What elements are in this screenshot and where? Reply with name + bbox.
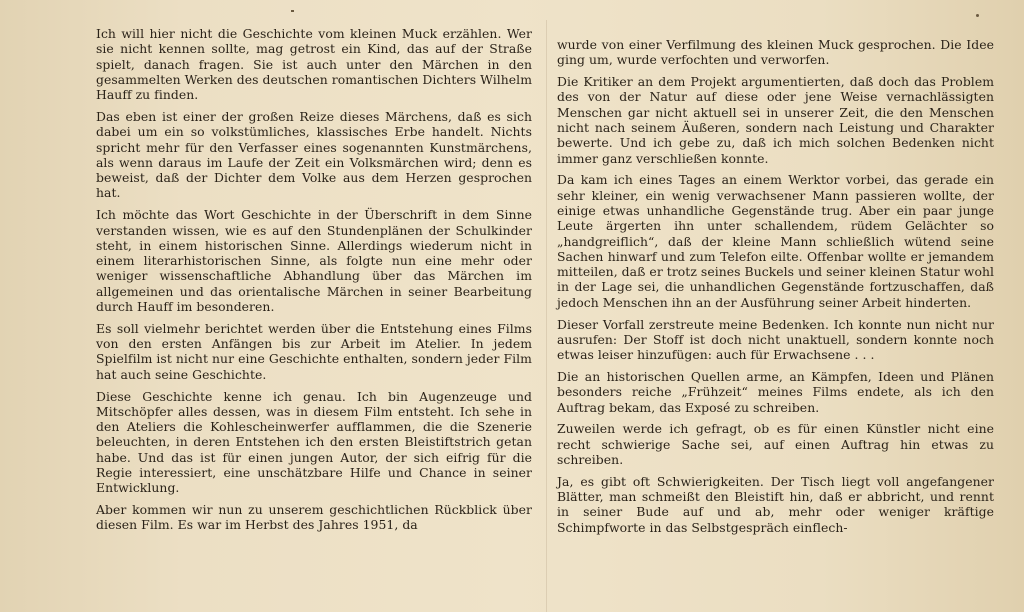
paragraph: Ja, es gibt oft Schwierigkeiten. Der Tisch liegt voll angefangener Blätter, man schmeißt den Bleistift hin, daß er abbricht, und rennt in seiner Bude auf und ab, mehr oder weniger kräftige Schimpfworte in das Selbstgespräch einflech-	[557, 473, 994, 535]
paragraph: Dieser Vorfall zerstreute meine Bedenken. Ich konnte nun nicht nur ausrufen: Der Stoff ist doch nicht unaktuell, sondern konnte noch etwas leiser hinzufügen: auch für Erwachsene . . .	[557, 316, 994, 363]
right-column	[557, 37, 994, 541]
paragraph: Die Kritiker an dem Projekt argumentierten, daß doch das Problem des von der Natur auf diese oder jene Weise vernachlässigten Menschen gar nicht aktuell sei in unserer Zeit, die den Menschen nicht nach seinem Äußeren, sondern nach Leistung und Charakter bewerte. Und ich gebe zu, daß ich mich solchen Bedenken nicht immer ganz verschließen konnte.	[557, 74, 994, 166]
paragraph: Da kam ich eines Tages an einem Werktor vorbei, das gerade ein sehr kleiner, ein wenig verwachsener Mann passieren wollte, der einige etwas unhandliche Gegenstände trug. Aber ein paar junge Leute ärgerten ihn unter schallendem, rüdem Gelächter so „handgreiflich“, daß der kleine Mann schließlich wütend seine Sachen hinwarf und zum Telefon eilte. Offenbar wollte er jemandem mitteilen, daß er trotz seines Buckels und seiner kleinen Statur wohl in der Lage sei, die unhandlichen Gegenstände fortzuschaffen, daß jedoch Menschen ihn an der Ausführung seiner Arbeit hinderten.	[557, 172, 994, 310]
print-speck	[291, 10, 294, 12]
paragraph: Das eben ist einer der großen Reize dieses Märchens, daß es sich dabei um ein so volkstümliches, klassisches Erbe handelt. Nichts spricht mehr für den Verfasser eines sogenannten Kunstmärchens, als wenn daraus im Laufe der Zeit ein Volksmärchen wird; denn es beweist, daß der Dichter dem Volke aus dem Herzen gesprochen hat.	[96, 108, 532, 201]
paragraph: Diese Geschichte kenne ich genau. Ich bin Augenzeuge und Mitschöpfer alles dessen, was in diesem Film entsteht. Ich sehe in den Ateliers die Kohlescheinwerfer aufflammen, die die Szenerie beleuchten, in deren Entstehen ich den ersten Bleistiftstrich getan habe. Und das ist für einen jungen Autor, der sich eifrig für die Regie interessiert, eine unschätzbare Hilfe und Chance in seiner Entwicklung.	[96, 388, 532, 496]
print-speck	[976, 14, 979, 17]
paragraph: wurde von einer Verfilmung des kleinen Muck gesprochen. Die Idee ging um, wurde verfochten und verworfen.	[557, 37, 994, 68]
paragraph: Ich will hier nicht die Geschichte vom kleinen Muck erzählen. Wer sie nicht kennen sollte, mag getrost ein Kind, das auf der Straße spielt, danach fragen. Sie ist auch unter den Märchen in den gesammelten Werken des deutschen romantischen Dichters Wilhelm Hauff zu finden.	[96, 26, 532, 103]
paragraph: Zuweilen werde ich gefragt, ob es für einen Künstler nicht eine recht schwierige Sache sei, auf einen Auftrag hin etwas zu schreiben.	[557, 421, 994, 467]
paragraph: Die an historischen Quellen arme, an Kämpfen, Ideen und Plänen besonders reiche „Frühzeit“ meines Films endete, als ich den Auftrag bekam, das Exposé zu schreiben.	[557, 368, 994, 415]
column-gutter	[546, 20, 547, 612]
paragraph: Es soll vielmehr berichtet werden über die Entstehung eines Films von den ersten Anfängen bis zur Arbeit im Atelier. In jedem Spielfilm ist nicht nur eine Geschichte enthalten, sondern jeder Film hat auch seine Geschichte.	[96, 320, 532, 382]
paragraph: Ich möchte das Wort Geschichte in der Überschrift in dem Sinne verstanden wissen, wie es auf den Stundenplänen der Schulkinder steht, in einem historischen Sinne. Allerdings wiederum nicht in einem literarhistorischen Sinne, als folgte nun eine mehr oder weniger wissenschaftliche Abhandlung über das Märchen im allgemeinen und das orientalische Märchen in seiner Bearbeitung durch Hauff im besonderen.	[96, 207, 532, 315]
paragraph: Aber kommen wir nun zu unserem geschichtlichen Rückblick über diesen Film. Es war im Herbst des Jahres 1951, da	[96, 502, 532, 533]
left-column	[96, 26, 532, 539]
